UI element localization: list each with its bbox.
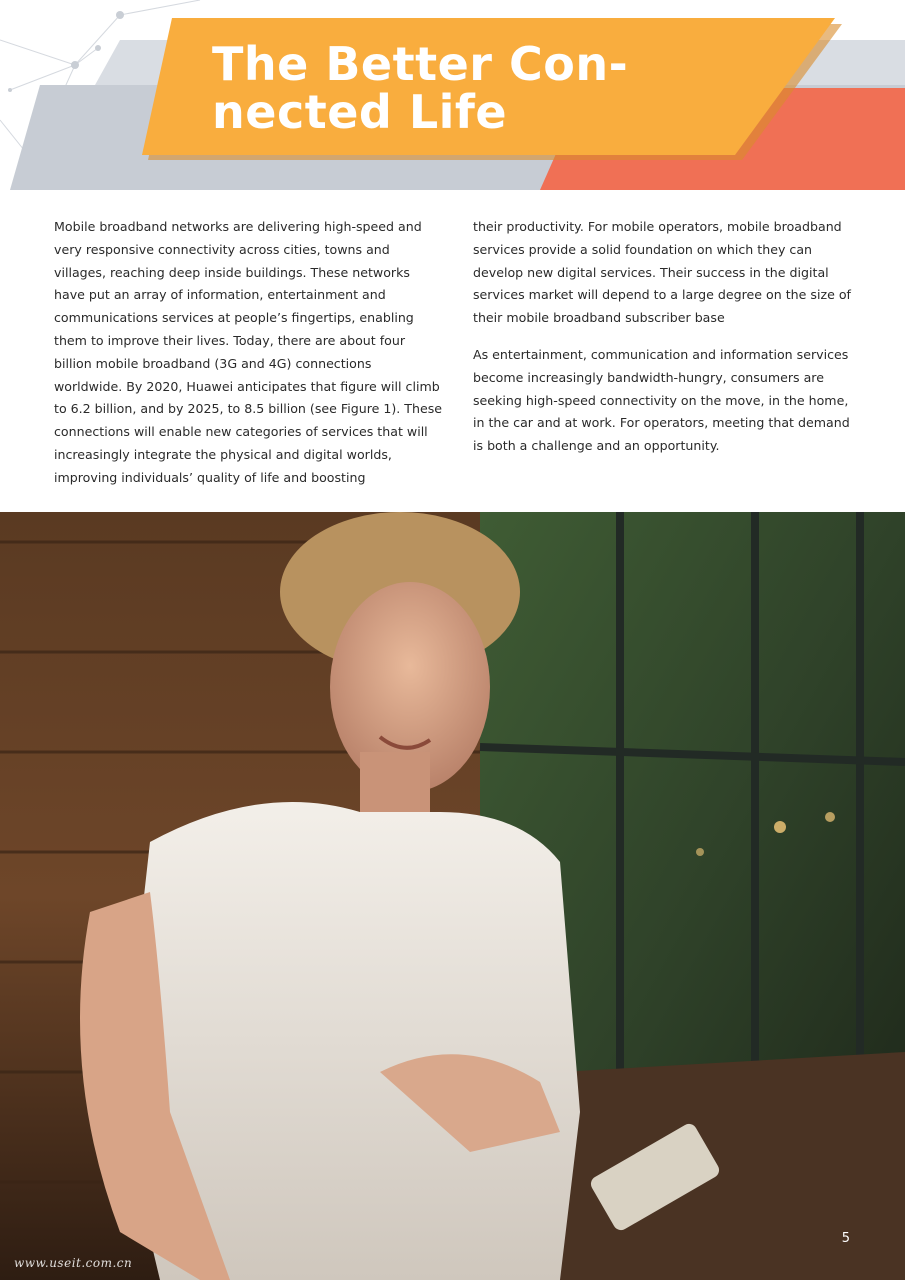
photo-woman-with-phone bbox=[0, 512, 905, 1280]
watermark: www.useit.com.cn bbox=[14, 1256, 133, 1270]
text-column-right bbox=[473, 216, 858, 472]
text-column-left bbox=[54, 216, 442, 504]
page-title-line1: The Better Con- bbox=[212, 37, 629, 91]
page-number: 5 bbox=[841, 1231, 850, 1246]
paragraph: As entertainment, communication and information services become increasingly bandwidth-hungry, consumers are seeking high-speed connectivity on the move, in the home, in the car and at work. For operators, meeting that demand is both a challenge and an opportunity. bbox=[473, 346, 850, 454]
paragraph: Mobile broadband networks are delivering high-speed and very responsive connectivity across cities, towns and villages, reaching deep inside buildings. These networks have put an array of information, entertainment and communications services at people’s fingertips, enabling them to improve their lives. Today, there are about four billion mobile broadband (3G and 4G) connections worldwide. By 2020, Huawei anticipates that figure will climb to 6.2 billion, and by 2025, to 8.5 billion (see Figure 1). These connections will enable new categories of services that will increasingly integrate the physical and digital worlds, improving individuals’ quality of life and boosting bbox=[54, 219, 443, 485]
page-title bbox=[212, 37, 629, 139]
page-title-line2: nected Life bbox=[212, 85, 508, 139]
photo-illustration bbox=[0, 512, 905, 1280]
paragraph: their productivity. For mobile operators, mobile broadband services provide a solid foundation on which they can develop new digital services. Their success in the digital services market will depend to a large degree on the size of their mobile broadband subscriber base bbox=[473, 219, 851, 326]
header-banner bbox=[0, 0, 905, 190]
